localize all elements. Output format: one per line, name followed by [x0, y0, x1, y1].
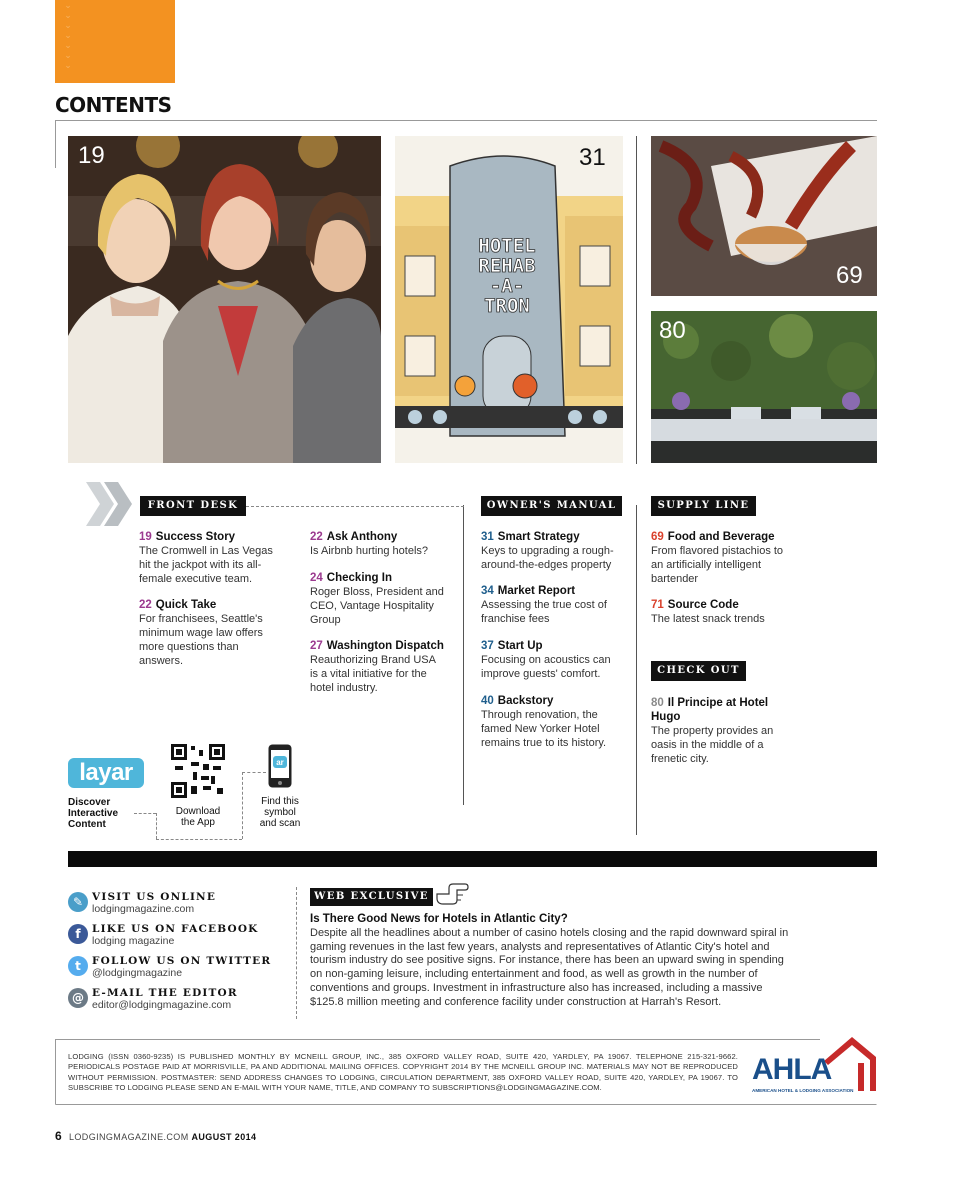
entry-description: The latest snack trends	[651, 613, 765, 625]
layar-find-text: Find this symbol and scan	[259, 796, 301, 829]
photo-smart-strategy[interactable]	[395, 136, 623, 463]
entry-page-number: 37	[481, 640, 494, 652]
dotted-connector	[156, 839, 242, 840]
toc-entry[interactable]	[310, 530, 445, 558]
page-number-badge: 80	[659, 317, 686, 344]
sign-line: HOTEL	[478, 235, 536, 257]
entry-description: Roger Bloss, President and CEO, Vantage Hospitality Group	[310, 586, 444, 626]
executives-illustration	[68, 136, 381, 463]
entry-description: Keys to upgrading a rough-around-the-edges property	[481, 545, 614, 571]
ar-badge: ar	[276, 758, 284, 767]
twitter-icon: t	[68, 956, 88, 976]
photo-success-story[interactable]	[68, 136, 381, 463]
dotted-connector	[242, 772, 243, 839]
entry-title: Market Report	[497, 585, 576, 597]
facebook-icon: f	[68, 924, 88, 944]
contact-label: FOLLOW US ON TWITTER	[92, 955, 272, 967]
hotel-rehab-illustration	[395, 136, 623, 463]
entry-title: Start Up	[497, 640, 543, 652]
entry-description: Is Airbnb hurting hotels?	[310, 545, 429, 557]
page-number-badge: 69	[836, 262, 863, 289]
entry-page-number: 27	[310, 640, 323, 652]
layar-logo[interactable]: layar	[68, 758, 144, 788]
entry-title: Ask Anthony	[326, 531, 398, 543]
toc-entry[interactable]	[139, 530, 279, 586]
folio-date: AUGUST 2014	[191, 1132, 257, 1142]
entry-title: Quick Take	[155, 599, 217, 611]
contact-value[interactable]: lodgingmagazine.com	[92, 903, 195, 915]
header-color-block	[55, 0, 175, 83]
page-number-badge: 31	[579, 144, 606, 171]
toc-entry[interactable]	[310, 639, 445, 695]
entry-page-number: 31	[481, 531, 494, 543]
entry-title: Washington Dispatch	[326, 640, 444, 652]
toc-entry[interactable]	[651, 530, 796, 586]
web-exclusive-tag: WEB EXCLUSIVE	[310, 888, 433, 906]
entry-description: The property provides an oasis in the middle of a frenetic city.	[651, 725, 774, 765]
contact-value[interactable]: editor@lodgingmagazine.com	[92, 999, 232, 1011]
toc-entry[interactable]	[481, 639, 626, 681]
dotted-connector	[156, 813, 157, 839]
dotted-connector	[242, 772, 266, 773]
entry-description: From flavored pistachios to an artificially intelligent bartender	[651, 545, 784, 585]
qr-code-icon[interactable]	[171, 744, 225, 798]
entry-page-number: 24	[310, 572, 323, 584]
left-rule	[55, 120, 56, 168]
entry-description: Reauthorizing Brand USA is a vital initiative for the hotel industry.	[310, 654, 436, 694]
ahla-logo-subtitle: AMERICAN HOTEL & LODGING ASSOCIATION	[752, 1088, 854, 1093]
folio-page-number: 6	[55, 1129, 63, 1143]
entry-page-number: 22	[139, 599, 152, 611]
entry-page-number: 19	[139, 531, 152, 543]
page-number-badge: 19	[78, 142, 105, 169]
entry-page-number: 34	[481, 585, 494, 597]
entry-title: Backstory	[497, 695, 554, 707]
contact-label: E-MAIL THE EDITOR	[92, 987, 238, 999]
layar-discover-text: Discover Interactive Content	[68, 797, 119, 830]
entry-title: Source Code	[667, 599, 739, 611]
entry-title: Il Principe at Hotel Hugo	[651, 697, 769, 723]
double-chevron-icon	[86, 482, 136, 526]
ahla-logo-text: AHLA	[752, 1053, 832, 1086]
column-divider	[463, 505, 464, 805]
section-tag-owners-manual: OWNER'S MANUAL	[481, 496, 622, 516]
section-bar	[68, 851, 877, 867]
toc-entry[interactable]	[481, 694, 626, 750]
entry-description: The Cromwell in Las Vegas hit the jackpot with its all-female executive team.	[139, 545, 273, 585]
column-divider	[636, 136, 637, 464]
toc-entry[interactable]	[139, 598, 279, 668]
contact-label: LIKE US ON FACEBOOK	[92, 923, 259, 935]
entry-description: For franchisees, Seattle's minimum wage law offers more questions than answers.	[139, 613, 263, 667]
layar-download-text: Download the App	[175, 806, 221, 828]
entry-description: Through renovation, the famed New Yorker Hotel remains true to its history.	[481, 709, 607, 749]
masthead-text: LODGING (ISSN 0360-9235) IS PUBLISHED MONTHLY BY MCNEILL GROUP, INC., 385 OXFORD VALLEY ROAD, SUITE 420, YARDLEY, PA 19067. TELEPHONE 215-321-9662. PERIODICALS POSTAGE PAID AT MORRISVILLE, PA AND ADDITIONAL MAILING OFFICES. COPYRIGHT 2014 BY THE MCNEILL GROUP INC. MATERIALS MAY NOT BE REPRODUCED WITHOUT PERMISSION. POSTMASTER: SEND ADDRESS CHANGES TO LODGING, CIRCULATION DEPARTMENT, 385 OXFORD VALLEY ROAD, SUITE 420, YARDLEY, PA 19067. TO SUBSCRIBE TO LODGING PLEASE SEND AN E-MAIL WITH YOUR NAME, TITLE, AND COMPANY TO SUBSCRIPTIONS@LODGINGMAGAZINE.COM.	[68, 1052, 738, 1093]
dotted-divider	[296, 887, 297, 1019]
column-divider	[636, 505, 637, 835]
contact-value[interactable]: @lodgingmagazine	[92, 967, 183, 979]
entry-page-number: 71	[651, 599, 664, 611]
dotted-connector	[134, 813, 156, 814]
globe-icon: ✎	[68, 892, 88, 912]
email-icon: @	[68, 988, 88, 1008]
entry-page-number: 22	[310, 531, 323, 543]
web-exclusive-body: Despite all the headlines about a number of casino hotels closing and the rapid downward spiral in gaming revenues in the last few years, analysts and representatives of Atlantic City's hotel and tourism industry do see positive signs. For instance, there has been an upward swing in spending on non-gaming leisure, including entertainment and food, as well as growth in the number of conventions and groups. Investment in infrastructure also has increased, including a massive $125.8 million meeting and conference facility under construction at Harrah's Resort.	[310, 927, 789, 1008]
entry-description: Focusing on acoustics can improve guests' comfort.	[481, 654, 611, 680]
page-title: CONTENTS	[55, 93, 172, 117]
entry-title: Smart Strategy	[497, 531, 580, 543]
photo-food-and-beverage[interactable]	[651, 136, 877, 296]
contact-value[interactable]: lodging magazine	[92, 935, 175, 947]
sign-line: TRON	[484, 295, 530, 317]
folio-site[interactable]: LODGINGMAGAZINE.COM	[68, 1132, 189, 1142]
smartphone-icon	[268, 744, 292, 788]
entry-page-number: 80	[651, 697, 664, 709]
entry-title: Success Story	[155, 531, 236, 543]
entry-title: Checking In	[326, 572, 392, 584]
web-exclusive-headline[interactable]: Is There Good News for Hotels in Atlantic City?	[310, 913, 568, 925]
chevron-pattern: ⌄ ⌄ ⌄ ⌄ ⌄ ⌄ ⌄	[64, 0, 72, 70]
toc-entry[interactable]	[481, 584, 626, 626]
sign-line: REHAB	[478, 255, 536, 277]
sign-line: -A-	[489, 275, 525, 297]
toc-entry[interactable]	[651, 598, 796, 626]
toc-entry[interactable]	[310, 571, 445, 627]
toc-entry[interactable]	[651, 696, 791, 766]
pointing-hand-icon	[435, 880, 469, 906]
entry-page-number: 40	[481, 695, 494, 707]
section-tag-check-out: CHECK OUT	[651, 661, 746, 681]
contact-label: VISIT US ONLINE	[92, 891, 217, 903]
entry-page-number: 69	[651, 531, 664, 543]
section-tag-supply-line: SUPPLY LINE	[651, 496, 756, 516]
section-tag-front-desk: FRONT DESK	[140, 496, 246, 516]
entry-title: Food and Beverage	[667, 531, 775, 543]
toc-entry[interactable]	[481, 530, 626, 572]
page-folio	[55, 1129, 256, 1143]
entry-description: Assessing the true cost of franchise fees	[481, 599, 607, 625]
photo-il-principe[interactable]	[651, 311, 877, 463]
dotted-connector	[246, 506, 464, 507]
top-rule	[55, 120, 877, 121]
